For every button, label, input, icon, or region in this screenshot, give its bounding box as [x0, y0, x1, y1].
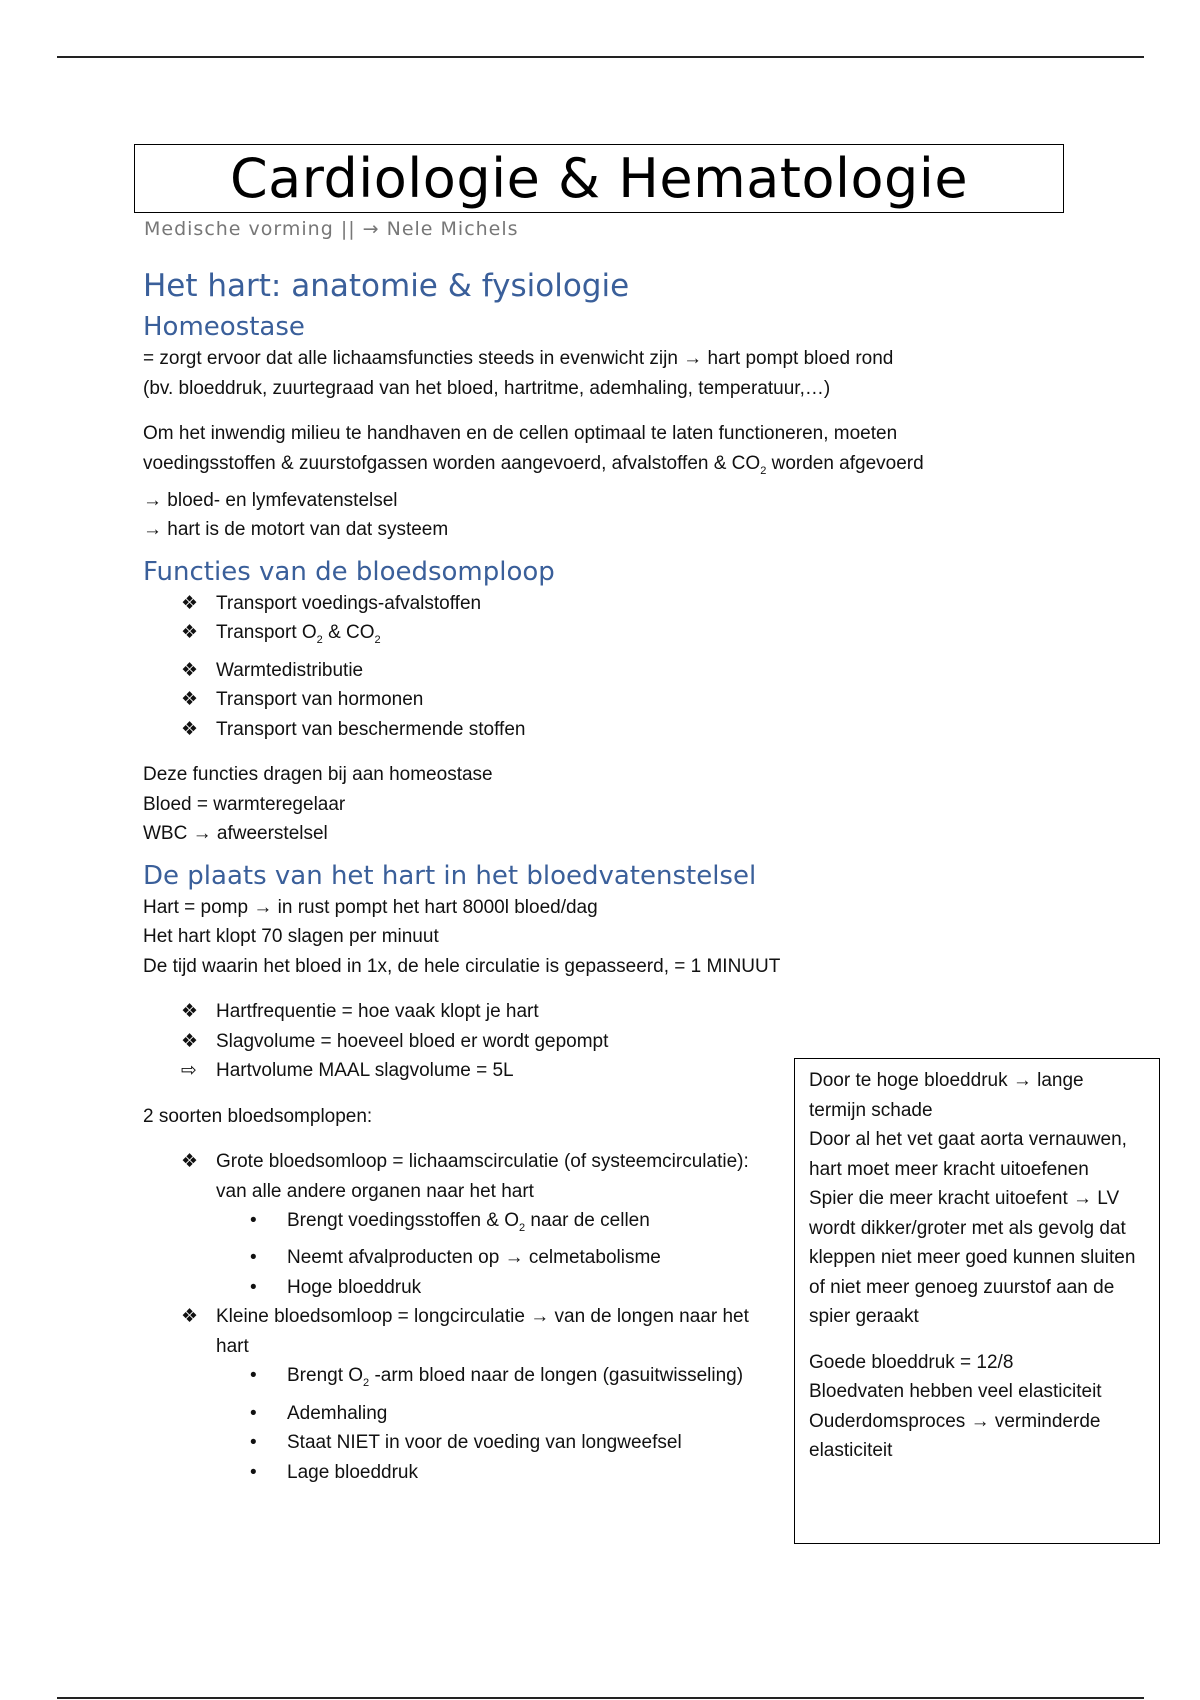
plaats-line-3: De tijd waarin het bloed in 1x, de hele circulatie is gepasseerd, = 1 MINUUT: [143, 955, 781, 977]
kleine-sublist: [216, 1361, 783, 1487]
list-item: ❖ Transport van beschermende stoffen: [143, 715, 783, 745]
homeostase-line-1: = zorgt ervoor dat alle lichaamsfuncties steeds in evenwicht zijn → hart pompt bloed rond: [143, 348, 894, 369]
plaats-line-1: Hart = pomp → in rust pompt het hart 8000l bloed/dag: [143, 896, 598, 918]
dot-bullet-icon: •: [250, 1432, 257, 1454]
diamond-bullet-icon: ❖: [181, 1001, 199, 1023]
list-item: ⇨ Hartvolume MAAL slagvolume = 5L: [143, 1056, 783, 1086]
subheading-functies: Functies van de bloedsomploop: [143, 556, 555, 587]
list-item: ❖ Warmtedistributie: [143, 656, 783, 686]
plaats-list: [143, 997, 783, 1086]
list-item: • Lage bloeddruk: [143, 1458, 783, 1488]
homeostase-para-2-line-2: voedingsstoffen & zuurstofgassen worden aangevoerd, afvalstoffen & $CO_2$ worden afgevoerd: [143, 452, 924, 477]
header-rule: [57, 56, 1144, 58]
title-box: [134, 144, 1064, 213]
diamond-bullet-icon: ❖: [181, 622, 199, 644]
list-item-grote-bloedsomloop: ❖ Grote bloedsomloop = lichaamscirculatie (of systeemcirculatie): van alle andere organen naar het hart • Brengt voedingsstoffen & $O_2$ naar de cellen • Neemt afvalproducten op → celmetabolisme • Hoge bloeddruk: [143, 1147, 783, 1302]
grote-sublist: [216, 1206, 783, 1302]
diamond-bullet-icon: ❖: [181, 1306, 199, 1328]
dot-bullet-icon: •: [250, 1210, 257, 1232]
list-item: • Hoge bloeddruk: [143, 1273, 783, 1303]
list-item: • Ademhaling: [143, 1399, 783, 1429]
list-item: • Staat NIET in voor de voeding van longweefsel: [143, 1428, 783, 1458]
section-heading-hart: Het hart: anatomie & fysiologie: [143, 268, 630, 304]
homeostase-para-2-line-3: → bloed- en lymfevatenstelsel: [143, 489, 398, 511]
homeostase-para-2-line-4: → hart is de motort van dat systeem: [143, 519, 449, 541]
side-note-line-4: Goede bloeddruk = 12/8: [809, 1351, 1014, 1373]
side-note-box: [794, 1058, 1160, 1544]
functies-note-2: Bloed = warmteregelaar: [143, 793, 346, 815]
arrow-bullet-icon: ⇨: [181, 1060, 197, 1082]
homeostase-para-2-line-1: Om het inwendig milieu te handhaven en de cellen optimaal te laten functioneren, moeten: [143, 423, 898, 444]
functies-note-3: WBC → afweerstelsel: [143, 823, 328, 845]
soorten-heading: 2 soorten bloedsomplopen:: [143, 1105, 373, 1127]
list-item-kleine-bloedsomloop: ❖ Kleine bloedsomloop = longcirculatie → van de longen naar het hart • Brengt $O_2$ -arm bloed naar de longen (gasuitwisseling) • Ademhaling • Staat NIET in voor de voeding van longweefsel • Lage bloeddruk: [143, 1302, 783, 1487]
functies-list: [143, 589, 783, 744]
list-item: ❖ Transport voedings-afvalstoffen: [143, 589, 783, 619]
dot-bullet-icon: •: [250, 1402, 257, 1424]
plaats-line-2: Het hart klopt 70 slagen per minuut: [143, 926, 439, 948]
subheading-homeostase: Homeostase: [143, 312, 305, 342]
side-note-line-6: Ouderdomsproces → verminderde elasticiteit: [809, 1410, 1101, 1461]
side-note-line-3: Spier die meer kracht uitoefent → LV wordt dikker/groter met als gevolg dat kleppen niet meer goed kunnen sluiten of niet meer genoeg zuurstof aan de spier geraakt: [809, 1188, 1136, 1327]
list-item: • Brengt $O_2$ -arm bloed naar de longen (gasuitwisseling): [143, 1361, 783, 1398]
side-note-line-2: Door al het vet gaat aorta vernauwen, hart moet meer kracht uitoefenen: [809, 1129, 1127, 1180]
dot-bullet-icon: •: [250, 1461, 257, 1483]
diamond-bullet-icon: ❖: [181, 689, 199, 711]
list-item: ❖ Hartfrequentie = hoe vaak klopt je hart: [143, 997, 783, 1027]
footer-rule: [57, 1697, 1144, 1699]
dot-bullet-icon: •: [250, 1276, 257, 1298]
document-subtitle: Medische vorming || → Nele Michels: [144, 218, 519, 240]
list-item: • Neemt afvalproducten op → celmetabolisme: [143, 1243, 783, 1273]
document-title: Cardiologie & Hematologie: [229, 147, 969, 210]
side-note-line-1: Door te hoge bloeddruk → lange termijn schade: [809, 1070, 1084, 1121]
diamond-bullet-icon: ❖: [181, 592, 199, 614]
dot-bullet-icon: •: [250, 1365, 257, 1387]
functies-note-1: Deze functies dragen bij aan homeostase: [143, 764, 493, 786]
list-item: ❖ Transport $O_2$ & $CO_2$: [143, 618, 783, 655]
dot-bullet-icon: •: [250, 1247, 257, 1269]
list-item: • Brengt voedingsstoffen & $O_2$ naar de cellen: [143, 1206, 783, 1243]
homeostase-line-2: (bv. bloeddruk, zuurtegraad van het bloed, hartritme, ademhaling, temperatuur,…): [143, 377, 831, 399]
bloedsomloop-list: [143, 1147, 783, 1487]
side-note-line-5: Bloedvaten hebben veel elasticiteit: [809, 1381, 1102, 1402]
list-item: ❖ Slagvolume = hoeveel bloed er wordt gepompt: [143, 1027, 783, 1057]
diamond-bullet-icon: ❖: [181, 1151, 199, 1173]
diamond-bullet-icon: ❖: [181, 718, 199, 740]
subheading-plaats: De plaats van het hart in het bloedvatenstelsel: [143, 860, 757, 891]
diamond-bullet-icon: ❖: [181, 659, 199, 681]
diamond-bullet-icon: ❖: [181, 1030, 199, 1052]
list-item: ❖ Transport van hormonen: [143, 685, 783, 715]
